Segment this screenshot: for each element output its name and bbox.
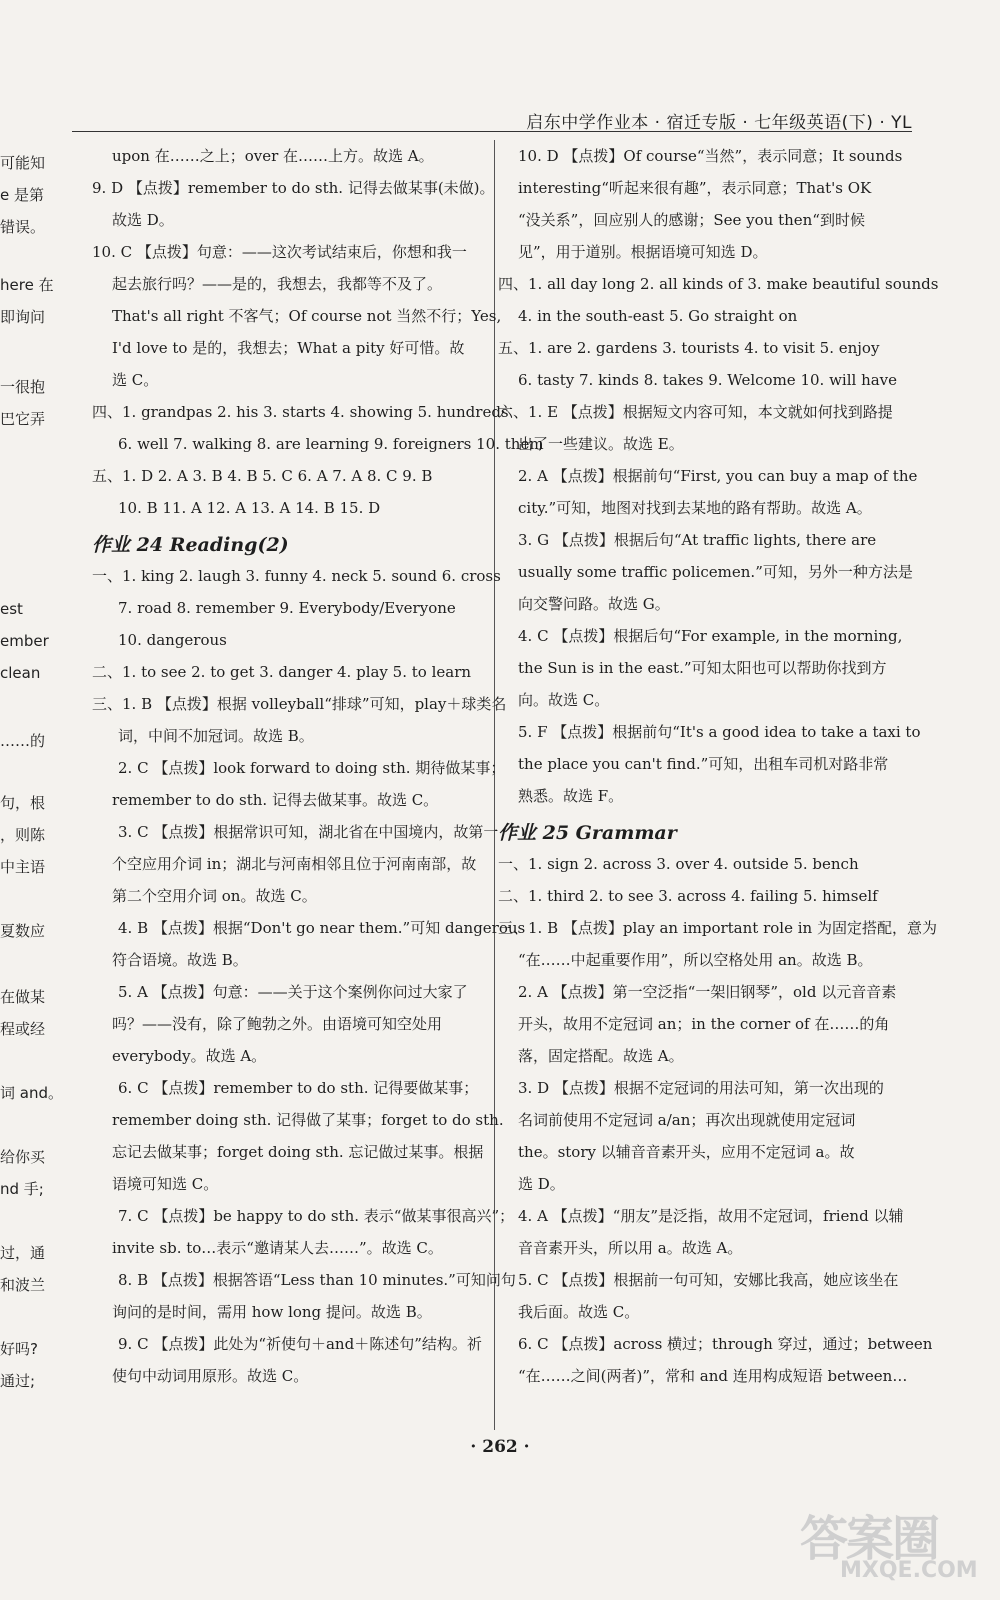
text-line: 10. B 11. A 12. A 13. A 14. B 15. D — [118, 499, 381, 517]
text-line: 5. F 【点拨】根据前句“It's a good idea to take a taxi to — [518, 723, 921, 741]
text-line: invite sb. to…表示“邀请某人去……”。故选 C。 — [112, 1239, 443, 1257]
text-line: 4. A 【点拨】“朋友”是泛指，故用不定冠词，friend 以辅 — [518, 1207, 904, 1225]
margin-fragment: 巴它弄 — [0, 410, 46, 428]
margin-fragment: 在做某 — [0, 988, 46, 1006]
margin-fragment: ……的 — [0, 732, 46, 750]
margin-fragment: 夏数应 — [0, 922, 46, 940]
text-line: 10. C 【点拨】句意：——这次考试结束后，你想和我一 — [92, 243, 467, 261]
text-line: 熟悉。故选 F。 — [518, 787, 624, 805]
text-line: 落，固定搭配。故选 A。 — [518, 1047, 684, 1065]
margin-fragment: nd 手; — [0, 1180, 44, 1198]
text-line: 二、1. third 2. to see 3. across 4. failing 5. himself — [498, 887, 878, 905]
text-line: 第二个空用介词 on。故选 C。 — [112, 887, 317, 905]
text-line: 6. C 【点拨】across 横过；through 穿过，通过；between — [518, 1335, 933, 1353]
text-line: 6. well 7. walking 8. are learning 9. foreigners 10. them — [118, 435, 544, 453]
text-line: 出了一些建议。故选 E。 — [518, 435, 684, 453]
margin-fragment: 错误。 — [0, 218, 46, 236]
watermark-site: MXQE.COM — [840, 1558, 978, 1583]
running-header: 启东中学作业本 · 宿迁专版 · 七年级英语(下) · YL — [526, 113, 912, 133]
text-line: 6. C 【点拨】remember to do sth. 记得要做某事； — [118, 1079, 479, 1097]
text-line: 四、1. all day long 2. all kinds of 3. make beautiful sounds — [498, 275, 939, 293]
text-line: 2. A 【点拨】第一空泛指“一架旧钢琴”，old 以元音音素 — [518, 983, 897, 1001]
text-line: the Sun is in the east.”可知太阳也可以帮助你找到方 — [518, 659, 887, 677]
text-line: 3. D 【点拨】根据不定冠词的用法可知，第一次出现的 — [518, 1079, 884, 1097]
text-line: 语境可知选 C。 — [112, 1175, 219, 1193]
left-margin-fragments — [0, 0, 63, 1600]
text-line: 个空应用介词 in；湖北与河南相邻且位于河南南部，故 — [112, 855, 477, 873]
watermark — [800, 1500, 990, 1590]
text-line: 四、1. grandpas 2. his 3. starts 4. showing 5. hundreds — [92, 403, 509, 421]
text-line: 见”，用于道别。根据语境可知选 D。 — [518, 243, 768, 261]
margin-fragment: ，则陈 — [0, 826, 46, 844]
text-line: the。story 以辅音音素开头，应用不定冠词 a。故 — [518, 1143, 855, 1161]
text-line: 询问的是时间，需用 how long 提问。故选 B。 — [112, 1303, 432, 1321]
text-line: 音音素开头，所以用 a。故选 A。 — [518, 1239, 743, 1257]
text-line: 5. C 【点拨】根据前一句可知，安娜比我高，她应该坐在 — [518, 1271, 899, 1289]
text-line: 符合语境。故选 B。 — [112, 951, 248, 969]
margin-fragment: 中主语 — [0, 858, 46, 876]
text-line: 向。故选 C。 — [518, 691, 610, 709]
text-line: 4. in the south-east 5. Go straight on — [518, 307, 798, 325]
text-line: 三、1. B 【点拨】根据 volleyball“排球”可知，play＋球类名 — [92, 695, 507, 713]
text-line: 9. D 【点拨】remember to do sth. 记得去做某事(未做)。 — [92, 179, 495, 197]
text-line: 使句中动词用原形。故选 C。 — [112, 1367, 309, 1385]
text-line: 三、1. B 【点拨】play an important role in 为固定搭配，意为 — [498, 919, 937, 937]
text-line: 4. C 【点拨】根据后句“For example, in the morning, — [518, 627, 903, 645]
text-line: 7. C 【点拨】be happy to do sth. 表示“做某事很高兴”； — [118, 1207, 515, 1225]
header-rule — [72, 131, 912, 132]
text-line: 五、1. are 2. gardens 3. tourists 4. to visit 5. enjoy — [498, 339, 880, 357]
text-line: 二、1. to see 2. to get 3. danger 4. play 5. to learn — [92, 663, 472, 681]
text-line: 选 D。 — [518, 1175, 565, 1193]
text-line: 我后面。故选 C。 — [518, 1303, 640, 1321]
text-line: remember doing sth. 记得做了某事；forget to do sth. — [112, 1111, 504, 1129]
text-line: 五、1. D 2. A 3. B 4. B 5. C 6. A 7. A 8. C 9. B — [92, 467, 433, 485]
text-line: interesting“听起来很有趣”，表示同意；That's OK — [518, 179, 872, 197]
text-line: 10. dangerous — [118, 631, 227, 649]
text-line: 4. B 【点拨】根据“Don't go near them.”可知 dangerous — [118, 919, 526, 937]
margin-fragment: 一很抱 — [0, 378, 46, 396]
margin-fragment: 好吗? — [0, 1340, 38, 1358]
text-line: That's all right 不客气；Of course not 当然不行；Yes, — [112, 307, 502, 325]
text-line: 9. C 【点拨】此处为“祈使句＋and＋陈述句”结构。祈 — [118, 1335, 482, 1353]
margin-fragment: here 在 — [0, 276, 54, 294]
text-line: 名词前使用不定冠词 a/an；再次出现就使用定冠词 — [518, 1111, 856, 1129]
text-line: 六、1. E 【点拨】根据短文内容可知，本文就如何找到路提 — [498, 403, 893, 421]
text-line: the place you can't find.”可知，出租车司机对路非常 — [518, 755, 889, 773]
margin-fragment: 给你买 — [0, 1148, 46, 1166]
margin-fragment: 句，根 — [0, 794, 46, 812]
text-line: “在……中起重要作用”，所以空格处用 an。故选 B。 — [518, 951, 873, 969]
section-title: 作业 25 Grammar — [498, 822, 677, 844]
text-line: usually some traffic policemen.”可知，另外一种方法是 — [518, 563, 913, 581]
margin-fragment: 过，通 — [0, 1244, 46, 1262]
text-line: 起去旅行吗？——是的，我想去，我都等不及了。 — [112, 275, 443, 293]
margin-fragment: 词 and。 — [0, 1084, 63, 1102]
text-line: 6. tasty 7. kinds 8. takes 9. Welcome 10. will have — [518, 371, 898, 389]
text-line: 故选 D。 — [112, 211, 174, 229]
text-line: 7. road 8. remember 9. Everybody/Everyone — [118, 599, 456, 617]
margin-fragment: 程或经 — [0, 1020, 46, 1038]
text-line: I'd love to 是的，我想去；What a pity 好可惜。故 — [112, 339, 465, 357]
text-line: 10. D 【点拨】Of course“当然”，表示同意；It sounds — [518, 147, 903, 165]
section-title: 作业 24 Reading(2) — [92, 534, 289, 556]
page-number: · 262 · — [470, 1437, 530, 1457]
text-line: 2. C 【点拨】look forward to doing sth. 期待做某事； — [118, 759, 506, 777]
text-line: 开头，故用不定冠词 an；in the corner of 在……的角 — [518, 1015, 890, 1033]
margin-fragment: 可能知 — [0, 154, 46, 172]
text-line: 3. C 【点拨】根据常识可知，湖北省在中国境内，故第一 — [118, 823, 499, 841]
text-line: 吗？——没有，除了鲍勃之外。由语境可知空处用 — [112, 1015, 443, 1033]
text-line: 一、1. sign 2. across 3. over 4. outside 5. bench — [498, 855, 859, 873]
margin-fragment: e 是第 — [0, 186, 44, 204]
text-line: city.”可知，地图对找到去某地的路有帮助。故选 A。 — [518, 499, 872, 517]
text-line: upon 在……之上；over 在……上方。故选 A。 — [112, 147, 434, 165]
text-line: 选 C。 — [112, 371, 159, 389]
margin-fragment: est — [0, 600, 23, 618]
margin-fragment: 通过; — [0, 1372, 36, 1390]
column-divider — [494, 140, 495, 1430]
text-line: everybody。故选 A。 — [112, 1047, 267, 1065]
text-line: 8. B 【点拨】根据答语“Less than 10 minutes.”可知问句 — [118, 1271, 516, 1289]
margin-fragment: clean — [0, 664, 41, 682]
text-line: “在……之间(两者)”，常和 and 连用构成短语 between… — [518, 1367, 908, 1385]
text-line: remember to do sth. 记得去做某事。故选 C。 — [112, 791, 439, 809]
margin-fragment: 和波兰 — [0, 1276, 46, 1294]
text-line: 向交警问路。故选 G。 — [518, 595, 670, 613]
margin-fragment: ember — [0, 632, 49, 650]
text-line: 3. G 【点拨】根据后句“At traffic lights, there are — [518, 531, 877, 549]
text-line: 词，中间不加冠词。故选 B。 — [118, 727, 314, 745]
text-line: 5. A 【点拨】句意：——关于这个案例你问过大家了 — [118, 983, 468, 1001]
text-line: “没关系”，回应别人的感谢；See you then“到时候 — [518, 211, 865, 229]
text-line: 2. A 【点拨】根据前句“First, you can buy a map of the — [518, 467, 918, 485]
margin-fragment: 即询问 — [0, 308, 46, 326]
text-line: 一、1. king 2. laugh 3. funny 4. neck 5. sound 6. cross — [92, 567, 501, 585]
watermark-logo: 答案圈 — [800, 1511, 939, 1567]
text-line: 忘记去做某事；forget doing sth. 忘记做过某事。根据 — [112, 1143, 484, 1161]
